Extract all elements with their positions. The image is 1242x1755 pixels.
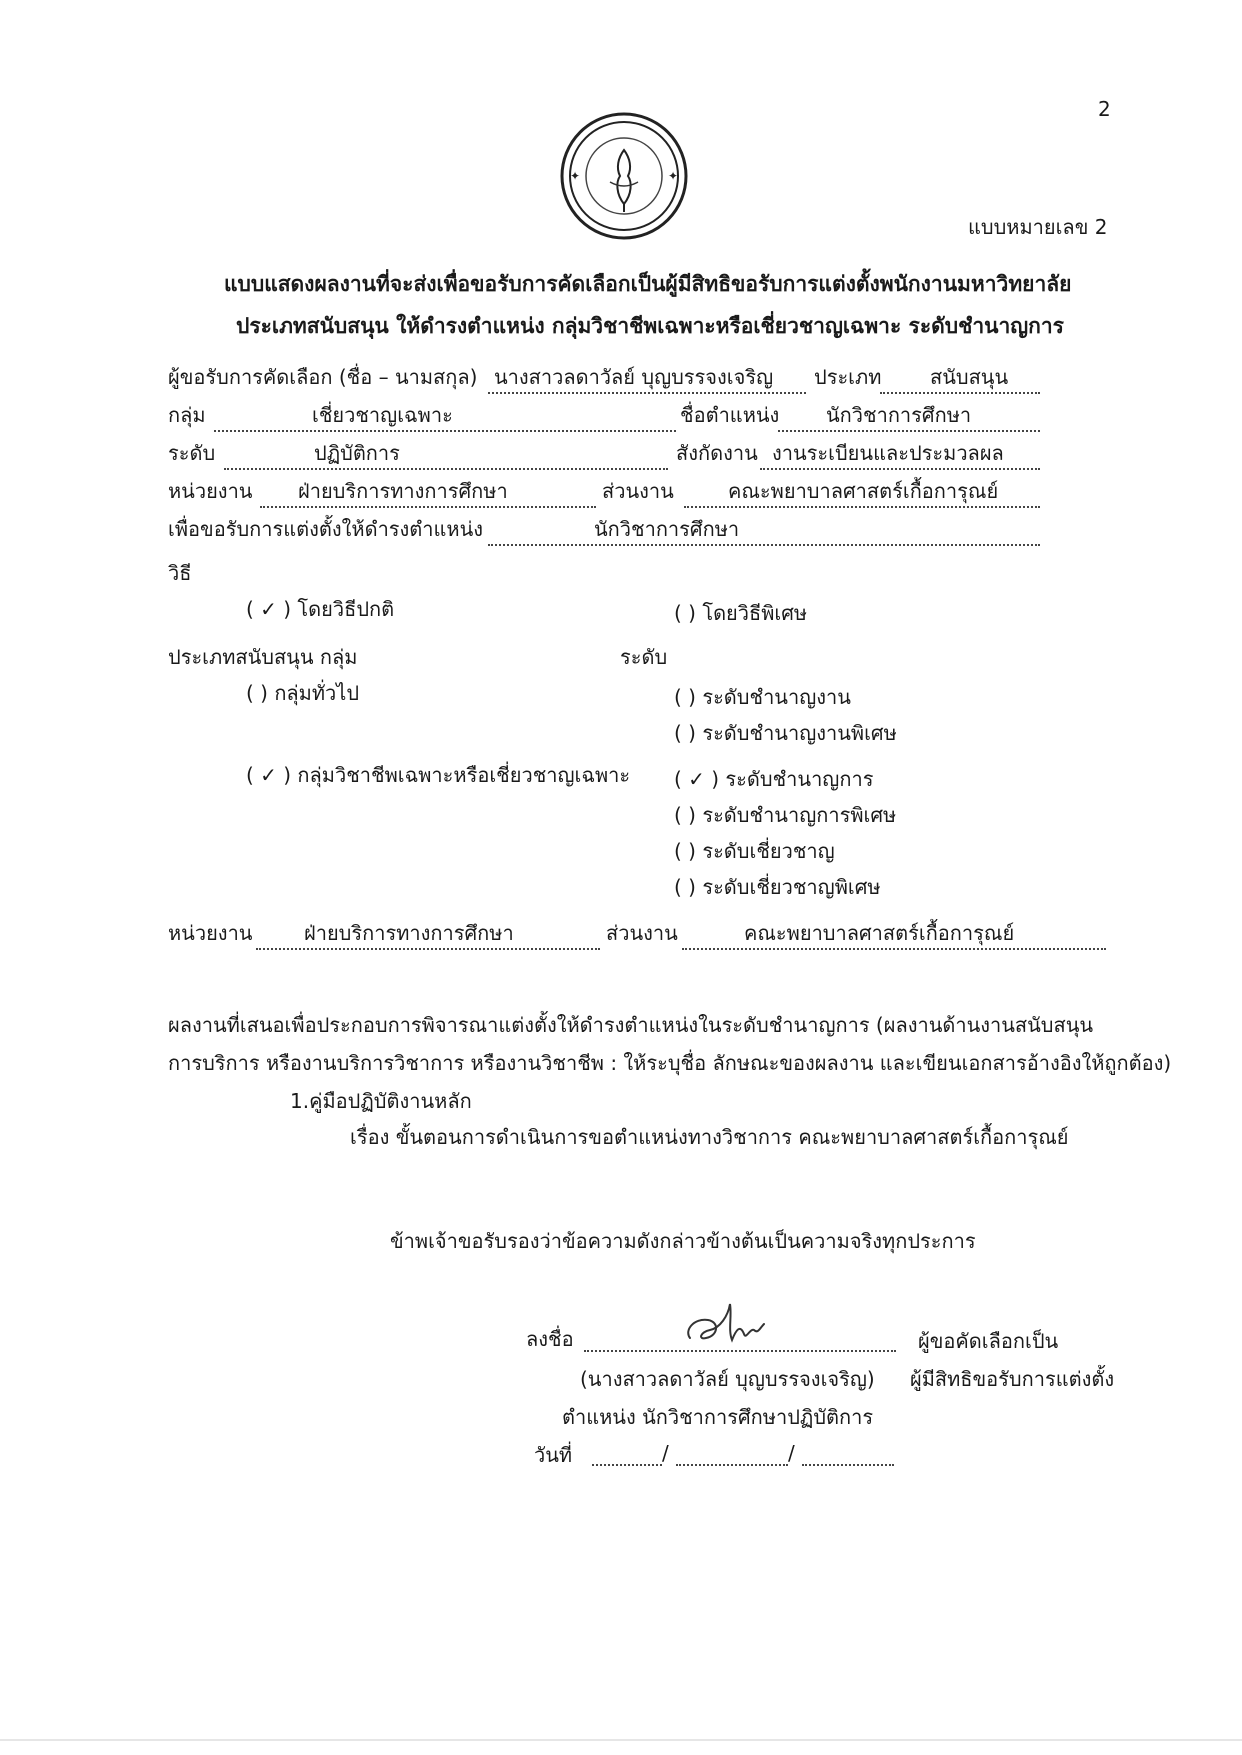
unit-repeat-value: ฝ่ายบริการทางการศึกษา <box>304 921 514 945</box>
date-label: วันที่ <box>534 1443 573 1467</box>
type-label: ประเภท <box>814 365 882 389</box>
level-option-item[interactable]: ( ) ระดับชำนาญงานพิเศษ <box>674 721 897 745</box>
level-label: ระดับ <box>168 441 216 465</box>
works-item-1: 1.คู่มือปฏิบัติงานหลัก <box>290 1089 472 1113</box>
applicant-name-label: ผู้ขอรับการคัดเลือก (ชื่อ – นามสกุล) <box>168 365 478 389</box>
form-title-line1: แบบแสดงผลงานที่จะส่งเพื่อขอรับการคัดเลือกเป็นผู้มีสิทธิขอรับการแต่งตั้งพนักงานมหาวิทยาลัย <box>224 272 1072 296</box>
works-paragraph-line2: การบริการ หรืองานบริการวิชาการ หรืองานวิชาชีพ : ให้ระบุชื่อ ลักษณะของผลงาน และเขียนเอกสารอ้างอิงให้ถูกต้อง) <box>168 1051 1172 1075</box>
level-option-item[interactable]: ( ✓ ) ระดับชำนาญการ <box>674 767 874 791</box>
signer-role-line1: ผู้ขอคัดเลือกเป็น <box>918 1329 1059 1353</box>
level-value: ปฏิบัติการ <box>314 441 400 465</box>
level-option-item[interactable]: ( ) ระดับเชี่ยวชาญ <box>674 839 835 863</box>
signer-name: (นางสาวลดาวัลย์ บุญบรรจงเจริญ) <box>580 1367 875 1391</box>
affiliation-value: งานระเบียนและประมวลผล <box>772 441 1004 465</box>
type-value: สนับสนุน <box>930 365 1009 389</box>
unit-label: หน่วยงาน <box>168 479 253 503</box>
signer-position: ตำแหน่ง นักวิชาการศึกษาปฏิบัติการ <box>562 1405 874 1429</box>
level-option-item[interactable]: ( ) ระดับชำนาญงาน <box>674 685 851 709</box>
unit-value: ฝ่ายบริการทางการศึกษา <box>298 479 508 503</box>
sign-label: ลงชื่อ <box>526 1327 574 1351</box>
method-label: วิธี <box>168 561 192 585</box>
group-specialist-checkbox[interactable]: ( ✓ ) กลุ่มวิชาชีพเฉพาะหรือเชี่ยวชาญเฉพาะ <box>246 763 631 787</box>
group-label: กลุ่ม <box>168 403 206 427</box>
works-item-1-subject: เรื่อง ขั้นตอนการดำเนินการขอตำแหน่งทางวิชาการ คณะพยาบาลศาสตร์เกื้อการุณย์ <box>350 1125 1069 1149</box>
date-separator-2: / <box>788 1441 795 1465</box>
method-special-checkbox[interactable]: ( ) โดยวิธีพิเศษ <box>674 601 808 625</box>
form-number: แบบหมายเลข 2 <box>968 215 1108 239</box>
date-separator-1: / <box>662 1441 669 1465</box>
svg-text:✦: ✦ <box>668 169 679 183</box>
scan-edge-line <box>0 1739 1242 1741</box>
appoint-label: เพื่อขอรับการแต่งตั้งให้ดำรงตำแหน่ง <box>168 517 484 541</box>
position-value: นักวิชาการศึกษา <box>826 403 972 427</box>
affiliation-label: สังกัดงาน <box>676 441 758 465</box>
form-title-line2: ประเภทสนับสนุน ให้ดำรงตำแหน่ง กลุ่มวิชาชีพเฉพาะหรือเชี่ยวชาญเฉพาะ ระดับชำนาญการ <box>236 314 1064 338</box>
division-repeat-label: ส่วนงาน <box>606 921 678 945</box>
level-option-item[interactable]: ( ) ระดับชำนาญการพิเศษ <box>674 803 897 827</box>
position-label: ชื่อตำแหน่ง <box>680 403 780 427</box>
division-repeat-value: คณะพยาบาลศาสตร์เกื้อการุณย์ <box>744 921 1015 945</box>
handwritten-signature <box>680 1294 790 1354</box>
signer-role-line2: ผู้มีสิทธิขอรับการแต่งตั้ง <box>910 1367 1115 1391</box>
division-label: ส่วนงาน <box>602 479 674 503</box>
appoint-value: นักวิชาการศึกษา <box>594 517 740 541</box>
group-value: เชี่ยวชาญเฉพาะ <box>312 403 453 427</box>
certification-statement: ข้าพเจ้าขอรับรองว่าข้อความดังกล่าวข้างต้นเป็นความจริงทุกประการ <box>390 1229 976 1253</box>
works-paragraph-line1: ผลงานที่เสนอเพื่อประกอบการพิจารณาแต่งตั้งให้ดำรงตำแหน่งในระดับชำนาญการ (ผลงานด้านงานสนับสนุน <box>168 1013 1094 1037</box>
level-options-label: ระดับ <box>620 645 668 669</box>
method-normal-checkbox[interactable]: ( ✓ ) โดยวิธีปกติ <box>246 597 395 621</box>
level-option-item[interactable]: ( ) ระดับเชี่ยวชาญพิเศษ <box>674 875 881 899</box>
division-value: คณะพยาบาลศาสตร์เกื้อการุณย์ <box>728 479 999 503</box>
university-seal-logo <box>560 112 688 240</box>
applicant-name-value: นางสาวลดาวัลย์ บุญบรรจงเจริญ <box>494 365 774 389</box>
unit-repeat-label: หน่วยงาน <box>168 921 253 945</box>
svg-text:✦: ✦ <box>570 169 581 183</box>
page-number: 2 <box>1098 97 1111 121</box>
group-general-checkbox[interactable]: ( ) กลุ่มทั่วไป <box>246 681 360 705</box>
support-group-label: ประเภทสนับสนุน กลุ่ม <box>168 645 358 669</box>
